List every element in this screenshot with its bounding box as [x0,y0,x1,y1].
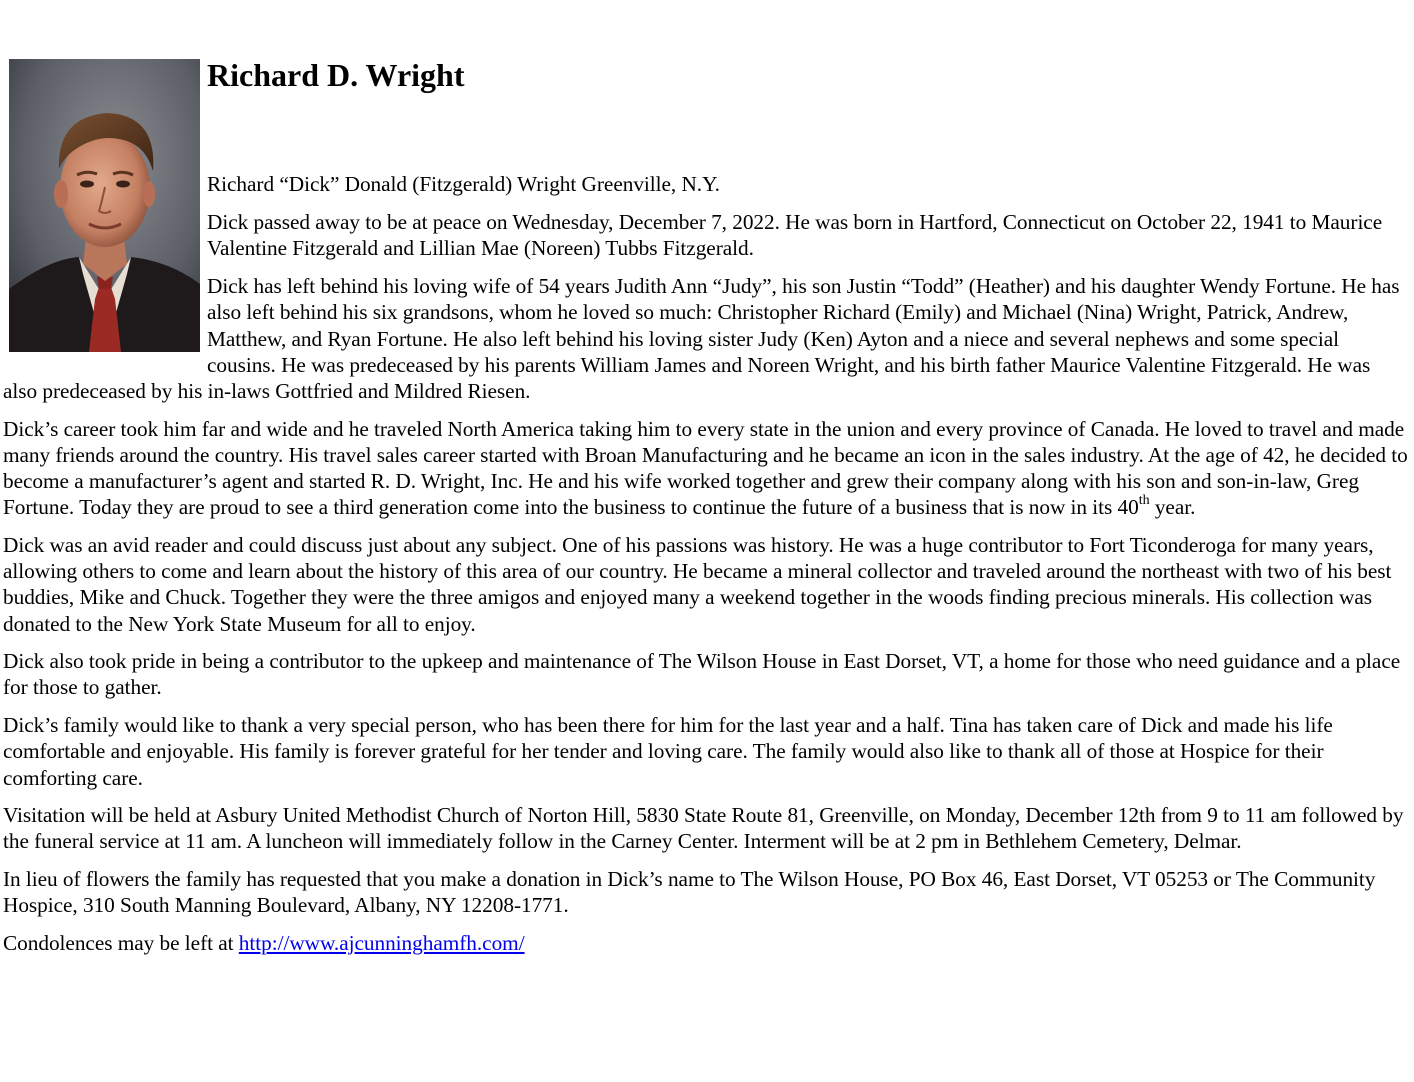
paragraph-visitation: Visitation will be held at Asbury United Methodist Church of Norton Hill, 5830 State Route 81, Greenville, on Monday, December 12th from 9 to 11 am followed by the funeral service at 11 am. A luncheon will immediately follow in the Carney Center. Interment will be at 2 pm in Bethlehem Cemetery, Delmar. [3,803,1404,854]
paragraph-thanks: Dick’s family would like to thank a very special person, who has been there for him for the last year and a half. Tina has taken care of Dick and made his life comfortable and enjoyable. His family is forever grateful for her tender and loving care. The family would also like to thank all of those at Hospice for their comforting care. [3,713,1333,790]
page-title: Richard D. Wright [207,57,465,93]
condolences-link[interactable]: http://www.ajcunninghamfh.com/ [238,931,525,956]
condolences-text: Condolences may be left at [3,931,239,956]
ordinal-suffix: th [1138,493,1150,509]
paragraph-interests: Dick was an avid reader and could discuss just about any subject. One of his passions was history. He was a huge contributor to Fort Ticonderoga for many years, allowing others to come and learn about the history of this area of our country. He became a mineral collector and traveled around the northeast with two of his best buddies, Mike and Chuck. Together they were the three amigos and enjoyed many a weekend together in the woods finding precious minerals. His collection was donated to the New York State Museum for all to enjoy. [3,532,1392,636]
paragraph-career [3,416,1408,521]
paragraph-donations: In lieu of flowers the family has requested that you make a donation in Dick’s name to The Wilson House, PO Box 46, East Dorset, VT 05253 or The Community Hospice, 310 South Manning Boulevard, Albany, NY 12208-1771. [3,867,1376,918]
career-text: Dick’s career took him far and wide and he traveled North America taking him to every state in the union and every province of Canada. He loved to travel and made many friends around the country. His travel sales career started with Broan Manufacturing and he became an icon in the sales industry. At the age of 42, he decided to become a manufacturer’s agent and started R. D. Wright, Inc. He and his wife worked together and grew their company along with his son and son-in-law, Greg Fortune. Today they are proud to see a third generation come into the business to continue the future of a business that is now in its 40 [3,416,1408,520]
paragraph-family: Dick has left behind his loving wife of 54 years Judith Ann “Judy”, his son Justin “Todd” (Heather) and his daughter Wendy Fortune. He has also left behind his six grandsons, whom he loved so much: Christopher Richard (Emily) and Michael (Nina) Wright, Patrick, Andrew, Matthew, and Ryan Fortune. He also left behind his loving sister Judy (Ken) Ayton and a niece and several nephews and some special cousins. He was predeceased by his parents William James and Noreen Wright, and his birth father Maurice Valentine Fitzgerald. He was also predeceased by his in-laws Gottfried and Mildred Riesen. [3,274,1400,403]
portrait-photo [9,59,200,352]
paragraph-condolences [3,930,1408,956]
name-and-location: Richard “Dick” Donald (Fitzgerald) Wright Greenville, N.Y. [207,172,720,196]
portrait-image [9,59,200,352]
paragraph-birth: Dick passed away to be at peace on Wednesday, December 7, 2022. He was born in Hartford, Connecticut on October 22, 1941 to Maurice Valentine Fitzgerald and Lillian Mae (Noreen) Tubbs Fitzgerald. [207,210,1383,261]
paragraph-wilson-house: Dick also took pride in being a contributor to the upkeep and maintenance of The Wilson House in East Dorset, VT, a home for those who need guidance and a place for those to gather. [3,649,1401,700]
career-text-end: year. [1149,495,1196,520]
